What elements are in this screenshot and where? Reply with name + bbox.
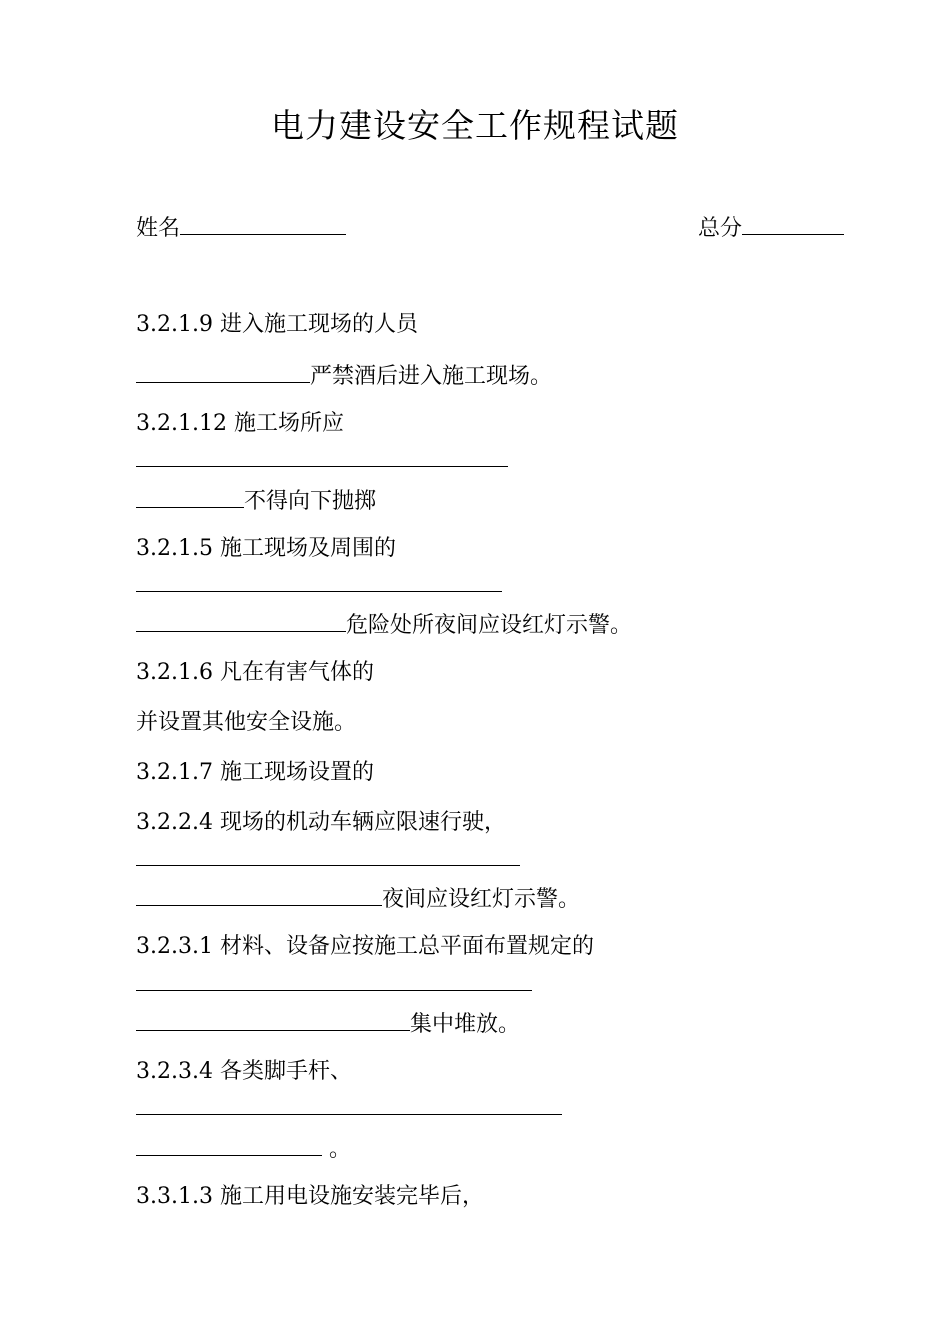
question-item (136, 534, 396, 564)
score-blank[interactable] (742, 212, 844, 235)
name-blank[interactable] (180, 212, 346, 235)
question-number: 3.2.1.9 (136, 312, 213, 337)
question-number: 3.2.1.7 (136, 760, 213, 785)
question-line (136, 708, 356, 738)
answer-blank[interactable] (136, 609, 346, 632)
question-text: 凡在有害气体的 (219, 660, 374, 685)
name-field (136, 212, 346, 244)
question-item (136, 808, 506, 838)
answer-rule[interactable] (136, 591, 502, 592)
question-item (136, 1057, 352, 1087)
question-text: 材料、设备应按施工总平面布置规定的 (219, 934, 594, 959)
question-text: 施工用电设施安装完毕后， (219, 1184, 484, 1209)
score-field (698, 212, 844, 244)
question-number: 3.2.1.6 (136, 660, 213, 685)
answer-blank[interactable] (136, 360, 310, 383)
question-line (136, 360, 552, 392)
question-line (136, 883, 580, 915)
answer-rule[interactable] (136, 466, 508, 467)
answer-blank[interactable] (136, 485, 244, 508)
question-text: 施工现场设置的 (219, 760, 374, 785)
score-label: 总分 (698, 216, 743, 241)
question-text: 进入施工现场的人员 (219, 312, 418, 337)
answer-blank[interactable] (136, 1008, 410, 1031)
question-text: 现场的机动车辆应限速行驶， (219, 810, 506, 835)
name-label: 姓名 (136, 216, 181, 241)
answer-rule[interactable] (136, 990, 532, 991)
question-number: 3.2.3.1 (136, 934, 213, 959)
question-number: 3.2.3.4 (136, 1059, 213, 1084)
question-tail: 不得向下抛掷 (244, 489, 377, 514)
question-item (136, 1182, 484, 1212)
question-text: 施工场所应 (233, 411, 344, 436)
answer-rule[interactable] (136, 1114, 562, 1115)
question-number: 3.3.1.3 (136, 1184, 213, 1209)
question-line (136, 1008, 520, 1040)
question-item (136, 758, 374, 788)
question-tail: 夜间应设红灯示警。 (382, 887, 581, 912)
question-tail: 危险处所夜间应设红灯示警。 (346, 613, 633, 638)
answer-blank[interactable] (136, 883, 382, 906)
answer-blank[interactable] (136, 1133, 322, 1156)
question-item (136, 310, 418, 340)
question-line (136, 1133, 351, 1165)
question-item (136, 658, 374, 688)
answer-rule[interactable] (136, 865, 520, 866)
question-line (136, 485, 376, 517)
question-tail: 集中堆放。 (410, 1012, 521, 1037)
question-tail: 并设置其他安全设施。 (136, 710, 357, 735)
question-tail: 严禁酒后进入施工现场。 (310, 364, 553, 389)
question-item (136, 409, 344, 439)
question-number: 3.2.2.4 (136, 810, 213, 835)
question-item (136, 932, 594, 962)
question-number: 3.2.1.5 (136, 536, 213, 561)
question-text: 施工现场及周围的 (219, 536, 396, 561)
question-text: 各类脚手杆、 (219, 1059, 352, 1084)
question-number: 3.2.1.12 (136, 411, 227, 436)
page-title: 电力建设安全工作规程试题 (271, 106, 679, 145)
question-line (136, 609, 632, 641)
question-tail: 。 (322, 1137, 351, 1162)
